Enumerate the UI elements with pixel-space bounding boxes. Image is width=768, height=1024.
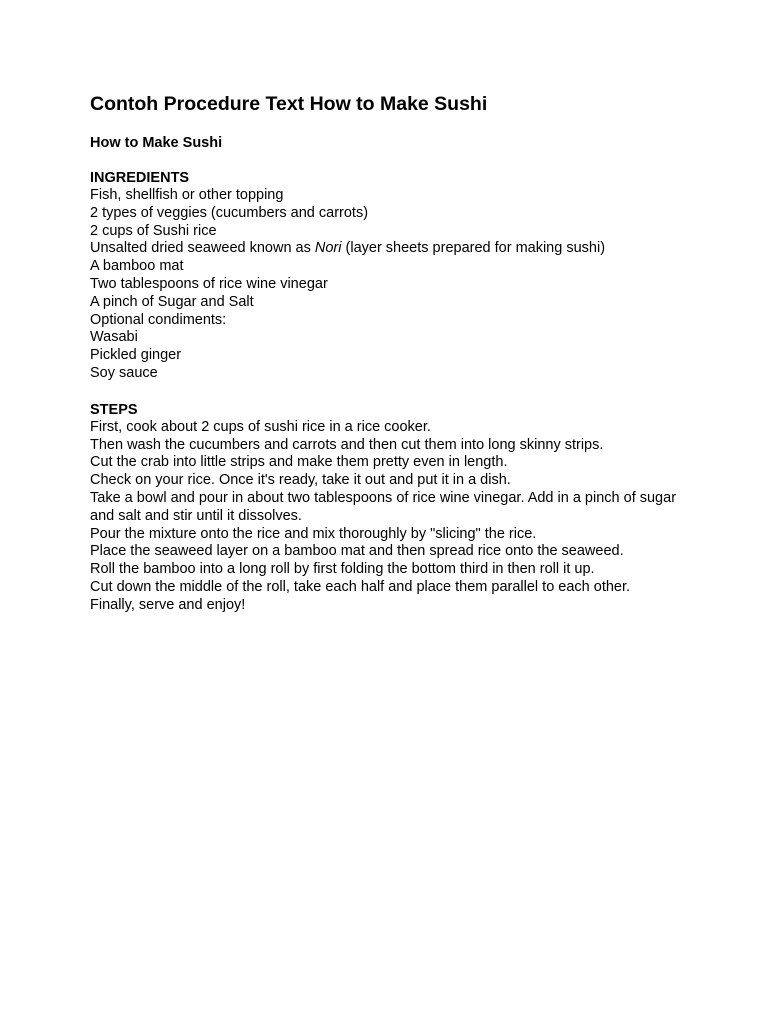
ingredient-item: A pinch of Sugar and Salt xyxy=(90,293,254,310)
ingredient-item: Two tablespoons of rice wine vinegar xyxy=(90,275,328,292)
step-item: Finally, serve and enjoy! xyxy=(90,596,246,613)
steps-heading: STEPS xyxy=(90,401,138,418)
steps-list xyxy=(90,419,690,615)
step-item: Roll the bamboo into a long roll by first folding the bottom third in then roll it up. xyxy=(90,561,595,578)
step-item: Cut the crab into little strips and make them pretty even in length. xyxy=(90,454,508,471)
step-item: Pour the mixture onto the rice and mix thoroughly by "slicing" the rice. xyxy=(90,525,537,542)
step-item: Place the seaweed layer on a bamboo mat and then spread rice onto the seaweed. xyxy=(90,543,624,560)
step-item: First, cook about 2 cups of sushi rice in a rice cooker. xyxy=(90,418,431,435)
ingredient-text-before: Unsalted dried seaweed known as xyxy=(90,240,315,257)
ingredient-text-after: (layer sheets prepared for making sushi) xyxy=(341,240,606,257)
ingredient-item: A bamboo mat xyxy=(90,258,184,275)
ingredients-heading: INGREDIENTS xyxy=(90,170,190,186)
step-item: Then wash the cucumbers and carrots and then cut them into long skinny strips. xyxy=(90,436,604,453)
ingredient-item: 2 types of veggies (cucumbers and carrots) xyxy=(90,204,369,221)
ingredient-item: Fish, shellfish or other topping xyxy=(90,187,284,203)
ingredients-list xyxy=(90,187,690,383)
ingredient-item: Pickled ginger xyxy=(90,347,182,364)
step-item: Take a bowl and pour in about two tablespoons of rice wine vinegar. Add in a pinch of sugar and salt and stir until it dissolves. xyxy=(90,489,677,524)
ingredient-nori-term: Nori xyxy=(314,240,342,257)
document-subtitle: How to Make Sushi xyxy=(90,135,223,151)
step-item: Cut down the middle of the roll, take each half and place them parallel to each other. xyxy=(90,578,631,595)
document-page xyxy=(90,91,690,615)
step-item: Check on your rice. Once it's ready, take it out and put it in a dish. xyxy=(90,472,511,489)
ingredient-item: Wasabi xyxy=(90,329,138,346)
ingredient-item: Soy sauce xyxy=(90,364,158,381)
ingredient-item: Optional condiments: xyxy=(90,311,227,328)
document-title: Contoh Procedure Text How to Make Sushi xyxy=(90,93,488,115)
ingredient-item: 2 cups of Sushi rice xyxy=(90,222,217,239)
ingredient-item-nori xyxy=(90,240,690,258)
